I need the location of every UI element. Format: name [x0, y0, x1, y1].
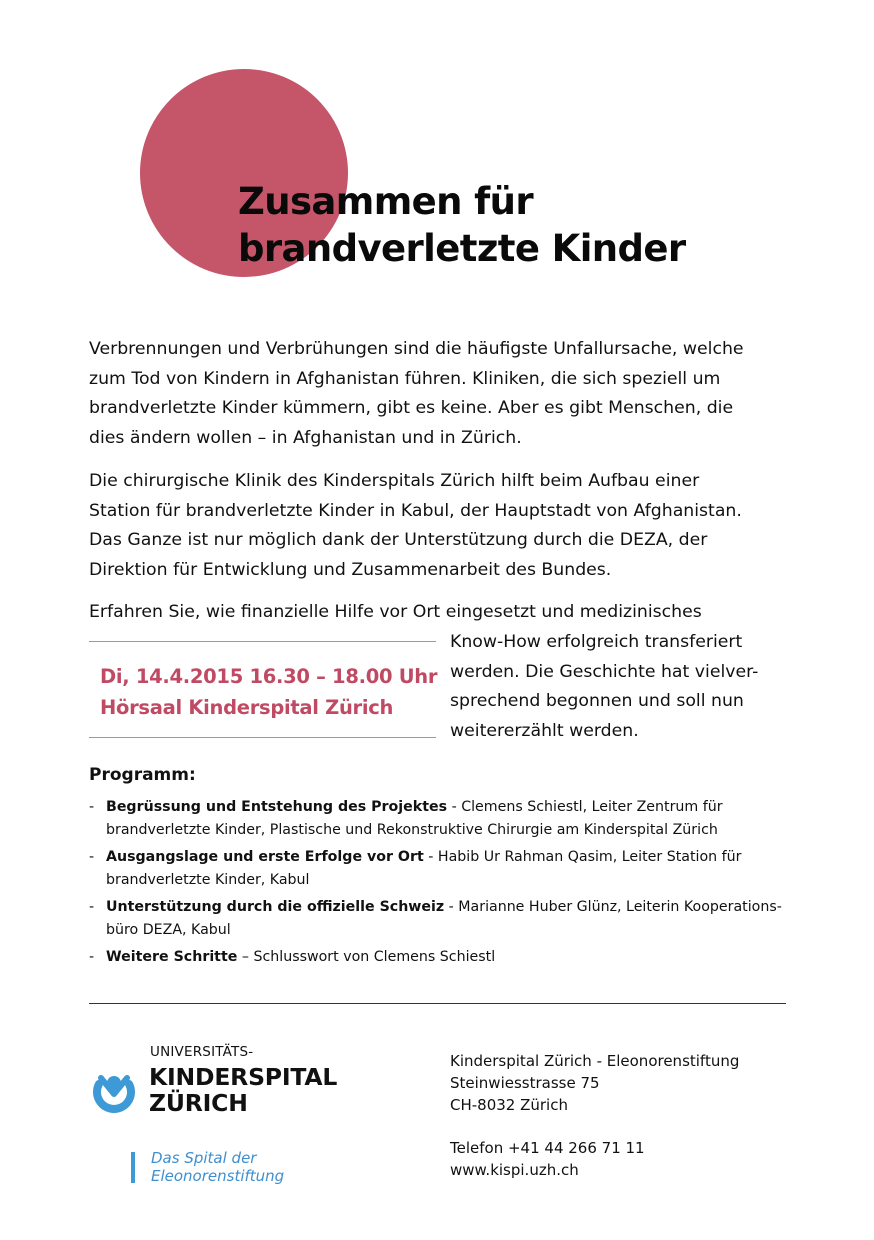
footer-divider [89, 1003, 786, 1004]
item-text: - Clemens Schiestl, Leiter Zentrum für [447, 799, 723, 815]
list-item [89, 846, 809, 891]
website-link[interactable]: www.kispi.uzh.ch [450, 1161, 579, 1179]
tagline-bar [131, 1152, 135, 1183]
logo-universitaets: UNIVERSITÄTS- [150, 1044, 254, 1060]
intro-line: Verbrennungen und Verbrühungen sind die häufigste Unfallursache, welche [89, 339, 744, 359]
closing-paragraph-rest [450, 628, 758, 746]
list-item [89, 946, 809, 969]
list-item [89, 796, 809, 841]
address-line-2: Steinwiesstrasse 75 [450, 1074, 600, 1092]
address-block [450, 1050, 739, 1116]
item-text-cont: büro DEZA, Kabul [106, 921, 231, 938]
list-dash: - [89, 949, 95, 965]
item-title: Begrüssung und Entstehung des Projektes [106, 799, 448, 815]
programm-heading: Programm: [89, 765, 196, 785]
title-line-1: Zusammen für [238, 180, 534, 223]
closing-line: werden. Die Geschichte hat vielver- [450, 661, 759, 682]
tagline-line-1: Das Spital der [151, 1149, 257, 1167]
tagline-text [151, 1150, 284, 1185]
body-paragraph [89, 467, 789, 585]
phone-number: Telefon +41 44 266 71 11 [450, 1139, 645, 1157]
closing-line: sprechend begonnen und soll nun [450, 691, 744, 711]
address-line-1: Kinderspital Zürich - Eleonorenstiftung [450, 1052, 740, 1070]
closing-line: weitererzählt werden. [450, 720, 639, 741]
contact-block [450, 1137, 645, 1181]
event-location: Hörsaal Kinderspital Zürich [100, 696, 394, 719]
body-line: Station für brandverletzte Kinder in Kabul, der Hauptstadt von Afghanistan. [89, 500, 742, 521]
event-rule-top [89, 641, 436, 642]
intro-line: brandverletzte Kinder kümmern, gibt es keine. Aber es gibt Menschen, die [89, 398, 734, 418]
item-text: – Schlusswort von Clemens Schiestl [237, 949, 496, 965]
address-line-3: CH-8032 Zürich [450, 1096, 568, 1114]
intro-paragraph [89, 335, 789, 453]
title-line-2: brandverletzte Kinder [238, 227, 686, 270]
programm-list [89, 796, 809, 974]
closing-line: Erfahren Sie, wie finanzielle Hilfe vor Ort eingesetzt und medizinisches [89, 602, 702, 622]
logo-wordmark [149, 1064, 337, 1116]
page-title [238, 178, 686, 272]
logo-line-2: ZÜRICH [149, 1089, 248, 1117]
item-title: Unterstützung durch die offizielle Schweiz [106, 899, 445, 915]
event-datetime: Di, 14.4.2015 16.30 – 18.00 Uhr [100, 665, 438, 688]
closing-paragraph-first-line [89, 598, 789, 628]
body-line: Die chirurgische Klinik des Kinderspitals Zürich hilft beim Aufbau einer [89, 471, 700, 491]
item-text-cont: brandverletzte Kinder, Kabul [106, 871, 310, 888]
list-item [89, 896, 809, 941]
tagline-line-2: Eleonorenstiftung [151, 1166, 285, 1185]
kinderspital-logo-icon [89, 1066, 139, 1116]
body-line: Das Ganze ist nur möglich dank der Unterstützung durch die DEZA, der [89, 530, 708, 550]
event-rule-bottom [89, 737, 436, 738]
list-dash: - [89, 849, 95, 865]
closing-line: Know-How erfolgreich transferiert [450, 632, 743, 652]
item-title: Ausgangslage und erste Erfolge vor Ort [106, 849, 424, 865]
body-line: Direktion für Entwicklung und Zusammenarbeit des Bundes. [89, 559, 612, 580]
item-text: - Habib Ur Rahman Qasim, Leiter Station für [423, 849, 742, 865]
intro-line: dies ändern wollen – in Afghanistan und in Zürich. [89, 427, 522, 448]
intro-line: zum Tod von Kindern in Afghanistan führen. Kliniken, die sich speziell um [89, 368, 721, 389]
list-dash: - [89, 799, 95, 815]
item-text: - Marianne Huber Glünz, Leiterin Kooperations- [444, 899, 782, 915]
event-box [100, 661, 437, 723]
logo-line-1: KINDERSPITAL [149, 1063, 338, 1091]
item-title: Weitere Schritte [106, 949, 238, 965]
list-dash: - [89, 899, 95, 915]
item-text-cont: brandverletzte Kinder, Plastische und Rekonstruktive Chirurgie am Kinderspital Zürich [106, 821, 718, 838]
